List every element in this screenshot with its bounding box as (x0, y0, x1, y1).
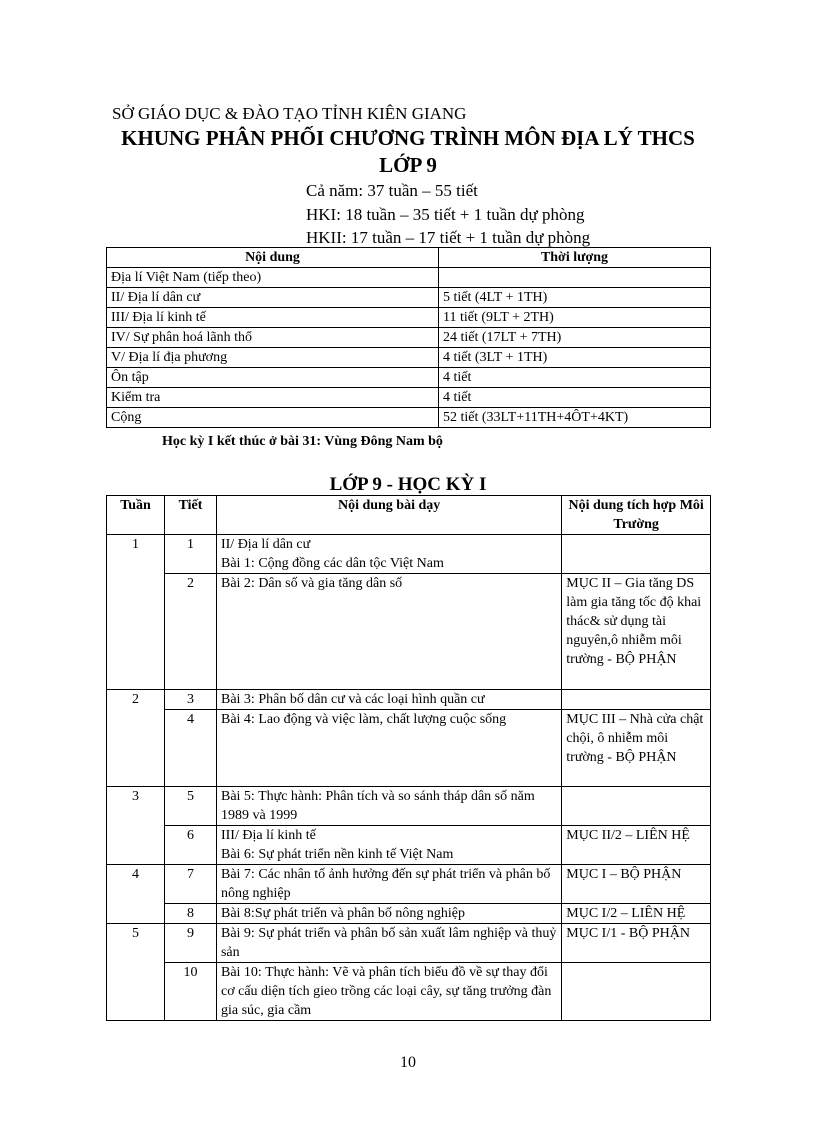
lesson-section-line: II/ Địa lí dân cư (220, 537, 311, 552)
integration-cell: MỤC I/2 – LIÊN HỆ (562, 904, 711, 924)
lesson-cell: Bài 7: Các nhân tố ảnh hưởng đến sự phát triển và phân bố nông nghiệp (216, 865, 561, 904)
department-name: SỞ GIÁO DỤC & ĐÀO TẠO TỈNH KIÊN GIANG (112, 104, 467, 123)
section-title: LỚP 9 - HỌC KỲ I (329, 474, 487, 495)
week-cell: 5 (107, 924, 165, 1021)
table-row (107, 924, 711, 963)
summary-row (107, 408, 711, 428)
integration-cell: MỤC II/2 – LIÊN HỆ (562, 826, 711, 865)
integration-cell: MỤC I/1 - BỘ PHẬN (562, 924, 711, 963)
period-cell: 10 (165, 963, 217, 1021)
summary-duration-cell: 5 tiết (4LT + 1TH) (439, 288, 711, 308)
integration-cell: MỤC I – BỘ PHẬN (562, 865, 711, 904)
week-cell: 1 (107, 535, 165, 690)
period-cell: 5 (165, 787, 217, 826)
summary-duration-cell: 24 tiết (17LT + 7TH) (439, 328, 711, 348)
lesson-cell: Bài 10: Thực hành: Vẽ và phân tích biểu đồ về sự thay đổi cơ cấu diện tích gieo trồng các loại cây, sự tăng trưởng đàn gia súc, gia cầm (216, 963, 561, 1021)
table-row (107, 904, 711, 924)
summary-content-cell: Cộng (107, 408, 439, 428)
integration-cell (562, 535, 711, 574)
summary-row (107, 328, 711, 348)
table-row (107, 535, 711, 574)
week-cell: 4 (107, 865, 165, 924)
summary-content-cell: Ôn tập (107, 368, 439, 388)
table-row (107, 574, 711, 690)
summary-row (107, 388, 711, 408)
summary-header-content: Nội dung (107, 248, 439, 268)
header-integration: Nội dung tích hợp Môi Trường (562, 496, 711, 535)
lesson-cell: Bài 2: Dân số và gia tăng dân số (216, 574, 561, 690)
lesson-section-line: III/ Địa lí kinh tế (220, 828, 316, 843)
header-period: Tiết (165, 496, 217, 535)
integration-cell (562, 963, 711, 1021)
table-row (107, 826, 711, 865)
week-cell: 3 (107, 787, 165, 865)
integration-cell (562, 787, 711, 826)
semester-end-note: Học kỳ I kết thúc ở bài 31: Vùng Đông Nam bộ (162, 434, 443, 449)
table-row (107, 963, 711, 1021)
summary-duration-cell (439, 268, 711, 288)
table-row (107, 710, 711, 787)
period-cell: 6 (165, 826, 217, 865)
period-cell: 4 (165, 710, 217, 787)
week-cell: 2 (107, 690, 165, 787)
lesson-title-line: Bài 6: Sự phát triển nền kinh tế Việt Nam (220, 847, 454, 862)
period-cell: 9 (165, 924, 217, 963)
integration-cell: MỤC III – Nhà cửa chật chội, ô nhiễm môi trường - BỘ PHẬN (562, 710, 711, 787)
period-cell: 7 (165, 865, 217, 904)
summary-row (107, 308, 711, 328)
summary-duration-cell: 52 tiết (33LT+11TH+4ÔT+4KT) (439, 408, 711, 428)
period-cell: 8 (165, 904, 217, 924)
summary-header-duration: Thời lượng (439, 248, 711, 268)
table-row (107, 787, 711, 826)
table-row (107, 865, 711, 904)
summary-row (107, 268, 711, 288)
lesson-cell: Bài 3: Phân bố dân cư và các loại hình quần cư (216, 690, 561, 710)
summary-row (107, 288, 711, 308)
summary-duration-cell: 4 tiết (3LT + 1TH) (439, 348, 711, 368)
period-cell: 2 (165, 574, 217, 690)
period-cell: 3 (165, 690, 217, 710)
lesson-cell: Bài 9: Sự phát triển và phân bố sản xuất lâm nghiệp và thuỷ sản (216, 924, 561, 963)
summary-content-cell: Kiểm tra (107, 388, 439, 408)
summary-content-cell: III/ Địa lí kinh tế (107, 308, 439, 328)
summary-content-cell: IV/ Sự phân hoá lãnh thổ (107, 328, 439, 348)
lesson-cell: Bài 8:Sự phát triển và phân bố nông nghiệp (216, 904, 561, 924)
summary-content-cell: II/ Địa lí dân cư (107, 288, 439, 308)
semester-2-summary: HKII: 17 tuần – 17 tiết + 1 tuần dự phòng (306, 228, 591, 247)
lesson-cell: Bài 4: Lao động và việc làm, chất lượng cuộc sống (216, 710, 561, 787)
year-summary: Cả năm: 37 tuần – 55 tiết (306, 181, 478, 200)
header-lesson: Nội dung bài dạy (216, 496, 561, 535)
integration-cell: MỤC II – Gia tăng DS làm gia tăng tốc độ khai thác& sử dụng tài nguyên,ô nhiễm môi trường - BỘ PHẬN (562, 574, 711, 690)
summary-row (107, 368, 711, 388)
lesson-cell (216, 535, 561, 574)
lesson-title-line: Bài 1: Cộng đồng các dân tộc Việt Nam (220, 556, 444, 571)
summary-row (107, 348, 711, 368)
table-row (107, 690, 711, 710)
summary-duration-cell: 4 tiết (439, 388, 711, 408)
header-week: Tuần (107, 496, 165, 535)
grade-heading: LỚP 9 (379, 153, 437, 177)
summary-content-cell: Địa lí Việt Nam (tiếp theo) (107, 268, 439, 288)
integration-cell (562, 690, 711, 710)
schedule-header-row (107, 496, 711, 535)
schedule-table (106, 495, 711, 1021)
summary-header-row (107, 248, 711, 268)
semester-1-summary: HKI: 18 tuần – 35 tiết + 1 tuần dự phòng (306, 205, 585, 224)
lesson-cell: Bài 5: Thực hành: Phân tích và so sánh tháp dân số năm 1989 và 1999 (216, 787, 561, 826)
summary-duration-cell: 4 tiết (439, 368, 711, 388)
summary-table (106, 247, 711, 428)
summary-duration-cell: 11 tiết (9LT + 2TH) (439, 308, 711, 328)
page-number: 10 (400, 1054, 416, 1071)
period-cell: 1 (165, 535, 217, 574)
lesson-cell (216, 826, 561, 865)
document-title: KHUNG PHÂN PHỐI CHƯƠNG TRÌNH MÔN ĐỊA LÝ THCS (121, 126, 695, 150)
summary-content-cell: V/ Địa lí địa phương (107, 348, 439, 368)
